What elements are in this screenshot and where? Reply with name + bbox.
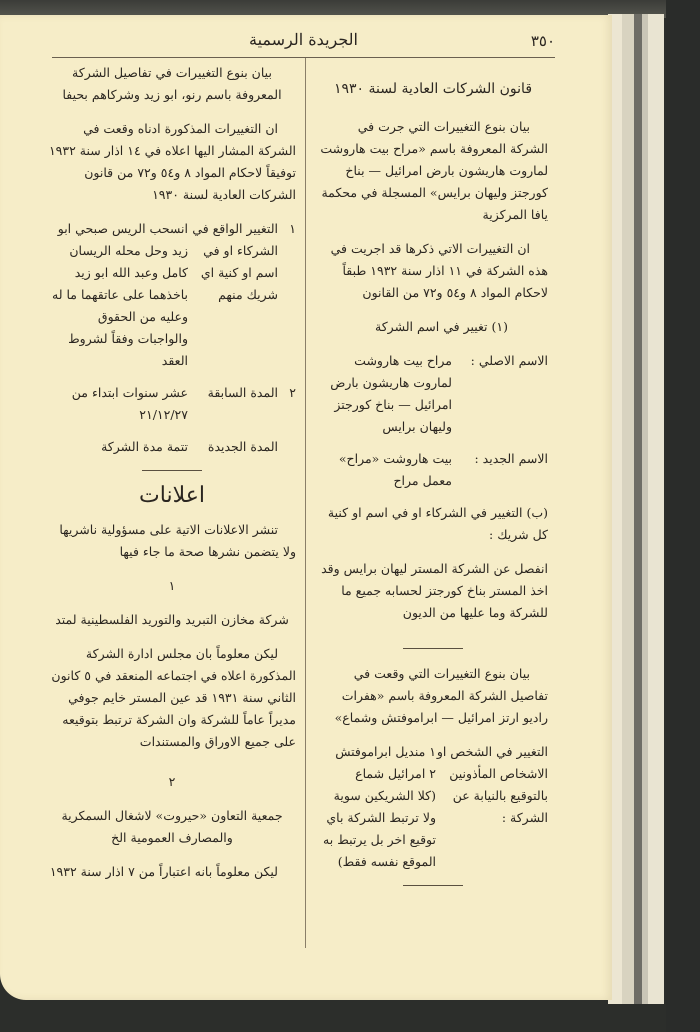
- left-column: [48, 62, 296, 895]
- notice2-intro: بيان بنوع التغييرات التي وقعت في تفاصيل الشركة المعروفة باسم «هفرات راديو ارتز امرائيل — ابراموفتش وشماع»: [334, 666, 548, 725]
- signatory-values: [318, 741, 436, 873]
- signatory-row: [318, 741, 548, 873]
- ad2-text: ليكن معلوماً بانه اعتباراً من ٧ اذار سنة ١٩٣٢: [49, 864, 278, 879]
- book-cover: [666, 0, 700, 1032]
- changes-intro: ان التغييرات الاتي ذكرها قد اجريت في هذه الشركة في ١١ اذار سنة ١٩٣٢ طبقاً لاحكام المواد ٨ و٥٤ و٧٢ من القانون: [330, 241, 548, 300]
- item-value: عشر سنوات ابتداء من ٢١/١٢/٢٧: [71, 385, 188, 422]
- page-header: [52, 28, 555, 56]
- page-number: ٣٥٠: [530, 32, 555, 50]
- item-label: المدة الجديدة: [207, 439, 278, 454]
- section-rule: [403, 648, 463, 649]
- item-number: ١: [289, 221, 296, 236]
- change-item-2: [48, 382, 296, 426]
- item-number: [278, 436, 296, 458]
- header-rule: [52, 57, 555, 58]
- page-stack-edges: [608, 14, 668, 1004]
- item-label: التغيير الواقع في الشركاء او في اسم او كنية اي شريك منهم: [192, 221, 278, 302]
- item-value: تتمة مدة الشركة: [101, 439, 188, 454]
- section-rule-left: [142, 470, 202, 471]
- new-name-value: بيت هاروشت «مراح» معمل مراح: [338, 451, 452, 488]
- original-name-value: مراح بيت هاروشت لماروت هاريشون بارض امرائيل — بناخ كورجتز وليهان برايس: [330, 353, 452, 434]
- original-name-row: [318, 350, 548, 438]
- ad2-company: جمعية التعاون «حيروت» لاشغال السمكرية والمصارف العمومية الخ: [61, 808, 283, 845]
- change-item-1: [48, 218, 296, 372]
- right-column: [318, 72, 548, 900]
- ad1-number: ١: [168, 578, 176, 593]
- ad2-number: ٢: [168, 774, 176, 789]
- signatory-label: التغيير في الشخص او الاشخاص المأذونين بالتوقيع بالنيابة عن الشركة :: [436, 744, 548, 825]
- ad1-text: ليكن معلوماً بان مجلس ادارة الشركة المذكورة اعلاه في اجتماعه المنعقد في ٥ كانون الثاني سنة ١٩٣١ قد عين المستر خايم جوفي مديراً عاماً للشركة وان الشركة ترتبط بتوقيعه على جميع الاوراق والمستندات: [51, 646, 296, 749]
- signatory-note: (كلا الشريكين سوية ولا ترتبط الشركة باي توقيع اخر بل يرتبط به الموقع نفسه فقط): [323, 788, 436, 869]
- original-name-label: الاسم الاصلي :: [470, 353, 548, 368]
- ads-disclaimer: تنشر الاعلانات الاتية على مسؤولية ناشريها ولا يتضمن نشرها صحة ما جاء فيها: [59, 522, 296, 559]
- law-title: قانون الشركات العادية لسنة ١٩٣٠: [333, 81, 533, 97]
- item-number: ٢: [289, 385, 296, 400]
- signatory-1: ١ منديل ابراموفتش: [335, 744, 436, 759]
- section-b-text: انفصل عن الشركة المستر ليهان برايس وقد اخذ المستر بناخ كورجتز لحسابه جميع ما للشركة وما عليها من الديون: [321, 561, 548, 620]
- new-name-label: الاسم الجديد :: [474, 451, 548, 466]
- item-label: المدة السابقة: [207, 385, 278, 400]
- change-item-3: [48, 436, 296, 458]
- signatory-2: ٢ امرائيل شماع: [355, 766, 436, 781]
- ad1-company: شركة مخازن التبريد والتوريد الفلسطينية لمتد: [55, 612, 289, 627]
- journal-title: الجريدة الرسمية: [248, 30, 358, 49]
- ads-title: اعلانات: [139, 483, 205, 508]
- column-divider: [305, 58, 306, 948]
- section-b-title: (ب) التغيير في الشركاء او في اسم او كنية كل شريك :: [327, 505, 548, 542]
- new-name-row: [318, 448, 548, 492]
- notice-intro: بيان بنوع التغييرات التي جرت في الشركة المعروفة باسم «مراح بيت هاروشت لماروت هاريشون بارض امرائيل — بناخ كورجتز وليهان برايس» المسجلة في محكمة يافا المركزية: [320, 119, 548, 222]
- notice-intro-left: ان التغييرات المذكورة ادناه وقعت في الشركة المشار اليها اعلاه في ١٤ اذار سنة ١٩٣٢ توفيقاً لاحكام المواد ٨ و٥٤ و٧٢ من قانون الشركات العادية لسنة ١٩٣٠: [48, 121, 296, 202]
- notice-title: بيان بنوع التغييرات في تفاصيل الشركة المعروفة باسم رنو، ابو زيد وشركاهم بحيفا: [62, 65, 282, 102]
- section-a-title: (١) تغيير في اسم الشركة: [375, 319, 508, 334]
- item-value: انسحب الريس صبحي ابو زيد وحل محله الريسان كامل وعبد الله ابو زيد باخذهما على عاتقهما ما له وعليه من الحقوق والواجبات وفقاً لشروط العقد: [52, 221, 188, 368]
- section-rule-2: [403, 885, 463, 886]
